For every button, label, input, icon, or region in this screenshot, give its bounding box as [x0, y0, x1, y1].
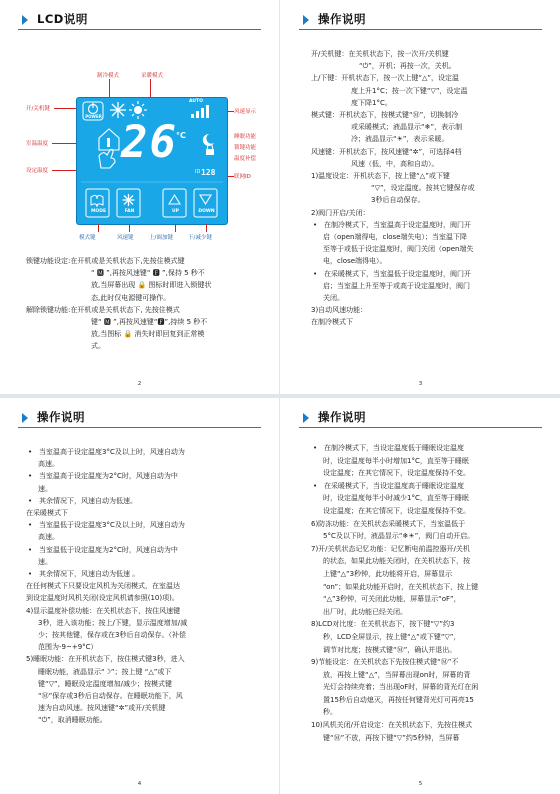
text-line: 冷；液晶显示“☀”，表示采暖。: [351, 135, 449, 144]
text-line: 出厂时，此功能已经关闭。: [323, 607, 407, 616]
text-line: 放，再按上键“△”，当屏幕出现on时，屏幕的背: [323, 670, 471, 679]
page-title: 操作说明: [37, 410, 85, 424]
hand-icon: [99, 149, 115, 168]
book-icon: [91, 195, 103, 207]
text-line: 速。: [38, 484, 52, 493]
page-2: [0, 0, 279, 394]
lock-instructions: [26, 255, 266, 353]
callout-down-key: 下/减少键: [188, 235, 212, 241]
callout-room-temp: 室温温度: [26, 141, 49, 147]
text-line: 电，close端得电）。: [323, 257, 387, 266]
page-title: 操作说明: [318, 410, 366, 424]
header-marker: [22, 413, 28, 423]
callout-line: [129, 224, 130, 232]
text-line: 放,当屏幕出现 🔒 图标时即进入锁键状: [91, 281, 212, 290]
text-line: 到设定温度时风机关闭(设定风机请参照(10)项)。: [26, 594, 179, 603]
bullet-line: • 当室温高于设定温度3°C及以上时，风速自动为: [26, 446, 266, 458]
text-line: 风速键：开机状态下，按风速键“✲”，可选择4档: [311, 147, 462, 156]
bullet-line: • 其余情况下，风速自动为低速 。: [26, 568, 266, 580]
text-line: “Ⓜ”保存或3秒后自动保存。在睡眠功能下，风: [38, 692, 183, 701]
callout-fan-key: 风速键: [117, 235, 134, 241]
text-line: 放,当图标 🔒 消失时即回复到正常模: [91, 330, 205, 339]
header-rule: [18, 29, 261, 30]
bullet-line: • 在制冷模式下，当设定温度低于睡眠设定温度: [311, 442, 547, 455]
text-line: “△”3秒钟，可关闭此功能，屏幕显示“oF”，: [323, 595, 461, 604]
text-line: 在制冷模式下: [311, 318, 353, 327]
callout-line: [175, 224, 176, 232]
text-line: 风速（低，中，高和自动）。: [351, 159, 439, 168]
text-line: “▽”，设定温度。按其它键保存或: [371, 184, 475, 193]
power-key-label[interactable]: POWER: [85, 114, 102, 119]
callout-line: [98, 224, 99, 232]
text-line: “⏻”，开机；再按一次，关机。: [359, 62, 456, 71]
text-line: 设定温度；在其它情况下，设定温度保持不变。: [323, 506, 470, 515]
text-line: 关闭。: [323, 294, 344, 303]
text-line: 态,此时仅电源键可操作。: [91, 293, 171, 302]
bullet-line: • 在制冷模式下，当室温高于设定温度时，阀门开: [311, 219, 547, 231]
text-line: 3)自动风速功能：: [311, 306, 368, 315]
page-title: LCD说明: [37, 12, 88, 26]
callout-power-key: 开/关机键: [26, 106, 50, 112]
text-line: 度下降1°C。: [351, 98, 392, 107]
page-5: [281, 398, 560, 794]
text-line: 启；当室温上升至等于或高于设定温度时，阀门: [323, 281, 470, 290]
text-line: 高速。: [38, 533, 59, 542]
text-line: 睡眠功能，液晶显示“☽”；按上键 “△”或下: [38, 667, 172, 676]
fan-key-label[interactable]: FAN: [124, 209, 135, 214]
text-line: 8)LCD对比度：在关机状态下，按下键“▽”约3: [311, 620, 455, 629]
id-prefix: ID: [195, 169, 201, 175]
page-number: 4: [137, 781, 142, 787]
text-line: 锁键功能设定:在开机或是关机状态下,先按住模式键: [26, 257, 185, 265]
page-3: [281, 0, 560, 394]
page-header: [0, 0, 279, 34]
bullet-line: • 当室温低于设定温度3°C及以上时，风速自动为: [26, 519, 266, 531]
text-line: 置15秒后自动熄灭，再按任何键背光灯可再亮15: [323, 695, 474, 704]
text-line: 7)开/关机状态记忆功能：记忆断电前温控器开/关机: [311, 544, 470, 553]
text-line: 2)阀门开启/关闭：: [311, 208, 370, 217]
snowflake-icon: [110, 102, 126, 118]
header-rule: [299, 29, 542, 30]
temperature-unit: °C: [176, 131, 186, 140]
text-line: 模式键：开机状态下，按模式键“Ⓜ”，切换制冷: [311, 111, 459, 120]
text-line: 解除锁键功能:在开机或是关机状态下, 先按住模式: [26, 305, 180, 314]
lock-icon: [206, 145, 214, 156]
text-line: 高速。: [38, 460, 59, 469]
callout-lock: 锁键功能: [234, 145, 257, 151]
text-line: 键“▽”，睡眠设定温度增加/减少；按模式键: [38, 679, 172, 688]
text-line: 10)风机关闭/开启设定：在关机状态下，先按住模式: [311, 721, 472, 730]
header-rule: [18, 427, 261, 428]
page-number: 5: [418, 781, 423, 787]
callout-fan-display: 风速显示: [234, 109, 257, 115]
text-line: 式。: [91, 342, 105, 351]
page-header: [281, 0, 560, 34]
page-header: [0, 398, 279, 432]
page-header: [281, 398, 560, 432]
text-line: 速。: [38, 557, 52, 566]
text-line: 调节对比度；按模式键“Ⓜ”，确认并退出。: [323, 645, 457, 654]
text-line: 启（open端得电，close端失电）；当室温下降: [323, 233, 467, 242]
text-line: 光灯会持续亮着；当出现oF时，屏幕的背光灯在闲: [323, 683, 479, 692]
header-marker: [303, 15, 309, 25]
text-line: 在任何模式下只要设定风机为关闭模式，在室温达: [26, 582, 180, 591]
page-divider: [279, 0, 280, 394]
header-marker: [303, 413, 309, 423]
page-4: [0, 398, 279, 794]
callout-set-temp: 设定温度: [26, 168, 49, 174]
text-line: 4)显示温度补偿功能：在关机状态下，按住风速键: [26, 606, 181, 615]
bullet-line: • 其余情况下，风速自动为低速。: [26, 495, 266, 507]
mode-key-label[interactable]: MODE: [90, 209, 107, 214]
text-line: “⏻”，取消睡眠功能。: [38, 716, 107, 725]
text-line: 或采暖模式；液晶显示“❄”，表示制: [351, 123, 463, 132]
text-line: “on”；如果此功能开启时，在关机状态下，按上键: [323, 582, 479, 591]
up-key-label[interactable]: UP: [172, 209, 179, 214]
callout-sleep: 睡眠功能: [234, 134, 257, 140]
moon-icon: [203, 134, 214, 146]
bullet-line: • 当室温高于设定温度为2°C时，风速自动为中: [26, 470, 266, 482]
header-marker: [22, 15, 28, 25]
up-arrow-icon: [169, 195, 180, 204]
text-line: 时，设定温度每半小时减少1°C，直至等于睡眠: [323, 494, 469, 503]
page-divider: [279, 398, 280, 794]
net-id-readout: 128: [201, 168, 216, 177]
callout-temp-comp: 温度补偿: [234, 156, 257, 162]
text-line: 少；按其他键，保存或在3秒后自动保存。（补偿: [38, 631, 186, 640]
lcd-panel: [76, 97, 228, 225]
text-line: 的状态，如果此功能关闭时，在关机状态下，按: [323, 557, 470, 566]
text-line: 在采暖模式下: [26, 509, 68, 518]
fan-speed-bars: [191, 105, 209, 118]
bullet-line: • 当室温低于设定温度为2°C时，风速自动为中: [26, 544, 266, 556]
text-line: 开/关机键：在关机状态下，按一次开/关机键: [311, 50, 449, 58]
callout-up-key: 上/调加键: [149, 235, 173, 241]
text-line: 时，设定温度每半小时增加1°C，直至等于睡眠: [323, 456, 469, 465]
temperature-digits: 26: [121, 117, 178, 168]
fan-icon: [123, 194, 135, 206]
page-number: 2: [137, 381, 142, 387]
text-line: 秒，LCD全屏显示，按上键“△”或下键“▽”，: [323, 632, 461, 641]
text-line: 速为自动风速。按风速键“✲”或开/关机键: [38, 704, 166, 713]
header-rule: [299, 427, 542, 428]
down-arrow-icon: [200, 195, 211, 204]
callout-cool-mode: 制冷模式: [97, 73, 120, 79]
callout-line: [54, 108, 78, 109]
text-line: 5°C及以下时，液晶显示“❄☀”，阀门自动开启。: [323, 532, 475, 541]
down-key-label[interactable]: DOWN: [198, 209, 215, 214]
text-line: 5)睡眠功能：在开机状态下，按住模式键3秒，进入: [26, 655, 185, 664]
bullet-line: • 在采暖模式下，当室温低于设定温度时，阀门开: [311, 268, 547, 280]
text-line: 度上升1°C；按一次下键“▽”，设定温: [351, 86, 468, 95]
bullet-line: • 在采暖模式下，当设定温度高于睡眠设定温度: [311, 480, 547, 493]
text-line: 上/下键：开机状态下，按一次上键“△”，设定温: [311, 74, 459, 83]
callout-mode-key: 模式键: [79, 235, 96, 241]
text-line: 设定温度；在其它情况下，设定温度保持不变。: [323, 469, 470, 478]
text-line: 3秒后自动保存。: [371, 196, 425, 205]
callout-heat-mode: 采暖模式: [141, 73, 164, 79]
page-number: 3: [418, 381, 423, 387]
text-line: 9)节能设定：在关机状态下先按住模式键“Ⓜ”不: [311, 658, 459, 667]
auto-label: AUTO: [189, 99, 203, 104]
operation-text: [26, 446, 266, 727]
text-line: 3秒，进入该功能；按上/下键，显示温度增加/减: [38, 618, 188, 627]
callout-network: 联网ID: [234, 174, 251, 180]
text-line: 键“ 🅼 ”,再按风速键“🅵”,持续 5 秒不: [91, 318, 208, 327]
text-line: 键“Ⓜ”不放，再按下键“▽”约5秒钟，当屏幕: [323, 733, 460, 742]
text-line: 范围为-9~+9°C）: [38, 643, 98, 652]
text-line: “ 🅼 ”,再按风速键“ 🅵 ”,保持 5 秒不: [91, 269, 205, 278]
text-line: 6)防冻功能：在关机状态采暖模式下，当室温低于: [311, 519, 466, 528]
callout-line: [206, 224, 207, 232]
text-line: 上键“△”3秒钟，此功能将开启，屏幕显示: [323, 569, 453, 578]
operation-text: [311, 442, 547, 744]
text-line: 秒。: [323, 708, 337, 717]
text-line: 至等于或低于设定温度时，阀门关闭（open端失: [323, 245, 474, 254]
page-title: 操作说明: [318, 12, 366, 26]
operation-text: [311, 48, 547, 329]
text-line: 1)温度设定：开机状态下，按上键“△”或下键: [311, 172, 450, 181]
